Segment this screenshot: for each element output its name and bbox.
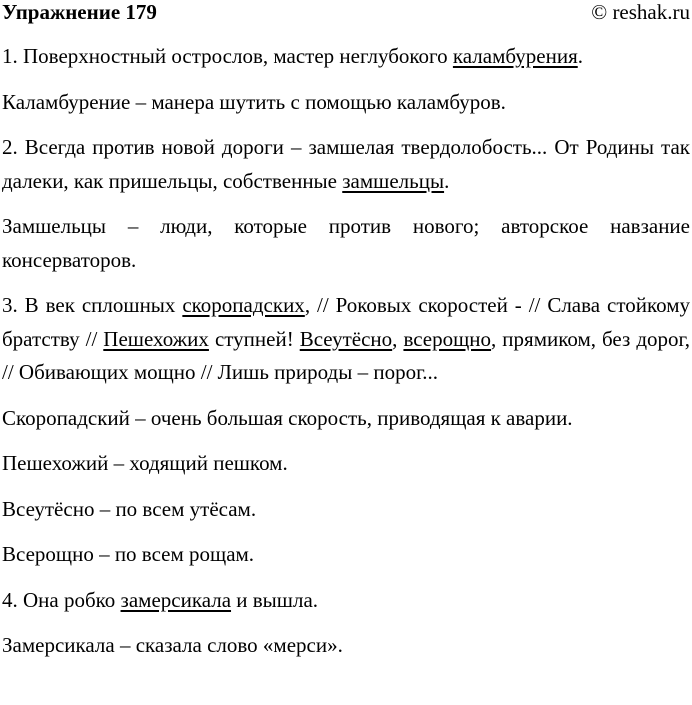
paragraph-10 bbox=[2, 584, 690, 618]
paragraph-6 bbox=[2, 402, 690, 436]
paragraph-1 bbox=[2, 40, 690, 74]
underlined-word: скоропадских bbox=[182, 293, 305, 317]
text: 1. Поверхностный острослов, мастер неглубокого bbox=[2, 44, 453, 68]
text: , // Роковых скоростей - // Слава стойкому братству // bbox=[2, 293, 690, 351]
text: 3. В век сплошных bbox=[2, 293, 183, 317]
text: , bbox=[392, 326, 404, 351]
paragraph-8 bbox=[2, 493, 690, 527]
header bbox=[0, 0, 692, 28]
paragraph-2 bbox=[2, 86, 690, 120]
text: Замерсикала – сказала слово «мерси». bbox=[2, 633, 343, 657]
underlined-word: Всеутёсно bbox=[299, 326, 393, 351]
paragraph-7 bbox=[2, 447, 690, 481]
paragraph-3 bbox=[2, 131, 690, 198]
paragraph-5 bbox=[2, 289, 690, 390]
paragraph-11 bbox=[2, 629, 690, 663]
text: Замшельцы – люди, которые против нового; авторское навзание консерваторов. bbox=[2, 214, 690, 272]
text: , прямиком, без дорог, // Обивающих мощно // Лишь природы – порог... bbox=[2, 326, 690, 384]
paragraph-4 bbox=[2, 210, 690, 277]
paragraph-9 bbox=[2, 538, 690, 572]
underlined-word: каламбурения bbox=[452, 44, 578, 68]
text: 4. Она робко bbox=[2, 587, 121, 612]
underlined-word: замшельцы bbox=[342, 168, 445, 193]
text: Каламбурение – манера шутить с помощью каламбуров. bbox=[2, 89, 506, 114]
text: ступней! bbox=[208, 326, 300, 351]
underlined-word: замерсикала bbox=[120, 587, 232, 612]
text: и вышла. bbox=[231, 587, 319, 612]
text: Скоропадский – очень большая скорость, приводящая к аварии. bbox=[2, 405, 573, 430]
text: Пешехожий – ходящий пешком. bbox=[2, 451, 288, 475]
text: . bbox=[577, 44, 583, 68]
underlined-word: Пешехожих bbox=[103, 326, 209, 351]
copyright: © reshak.ru bbox=[591, 0, 690, 24]
exercise-title: Упражнение 179 bbox=[2, 0, 157, 24]
text: 2. Всегда против новой дороги – замшелая твердолобость... От Родины так далеки, как пришельцы, собственные bbox=[2, 135, 690, 193]
text: Всеутёсно – по всем утёсам. bbox=[2, 496, 257, 521]
underlined-word: всерощно bbox=[403, 326, 492, 351]
text: Всерощно – по всем рощам. bbox=[2, 542, 255, 566]
text: . bbox=[444, 168, 450, 193]
